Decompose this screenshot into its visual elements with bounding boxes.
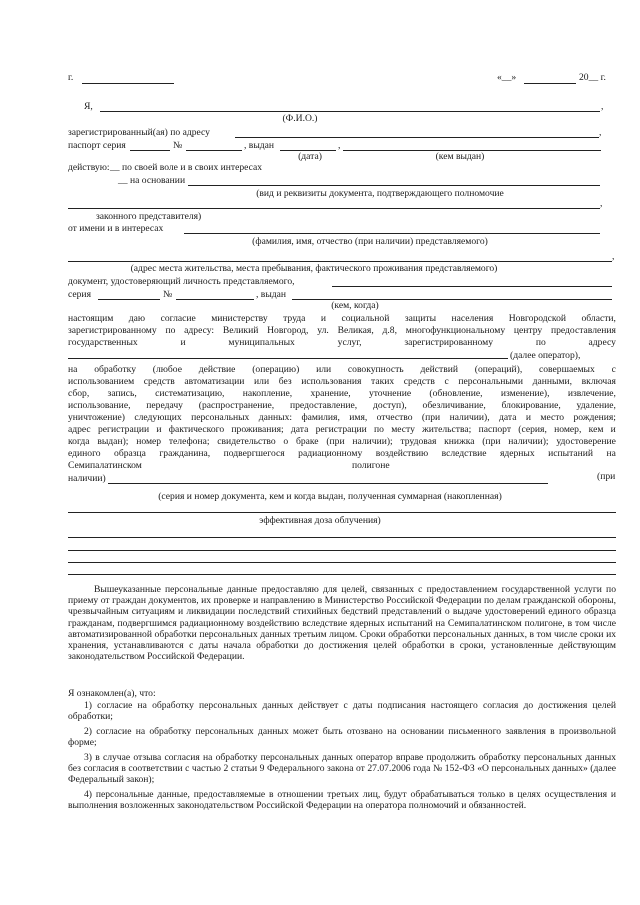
word: свидетельство — [217, 436, 276, 447]
consent-line-1 — [68, 313, 616, 324]
consent-line-9 — [68, 412, 616, 423]
date-month-field[interactable] — [524, 83, 576, 84]
word: муниципальных — [228, 337, 295, 348]
word: следующих — [134, 412, 182, 423]
identity-number-field[interactable] — [176, 299, 254, 300]
dose-field-1[interactable] — [108, 483, 548, 484]
word: телефона; — [168, 436, 210, 447]
word: адрес — [68, 424, 91, 435]
word: хранение, — [310, 388, 351, 399]
legal-rep-caption: законного представителя) — [96, 211, 202, 222]
word: испытаний — [548, 448, 594, 459]
passport-issuer-caption: (кем выдан) — [435, 151, 485, 162]
word: персональными — [458, 376, 523, 387]
word: совокупность — [347, 364, 404, 375]
word: населения — [451, 313, 494, 324]
word: Великий — [222, 325, 259, 336]
word: удаление, — [576, 400, 616, 411]
word: кем — [588, 424, 604, 435]
identity-number-sign: № — [163, 289, 173, 300]
date-year-label: 20__ г. — [579, 72, 606, 83]
word: накопление, — [242, 388, 293, 399]
date-day-label: «__» — [497, 72, 517, 83]
word: средств — [143, 376, 175, 387]
on-basis-option[interactable]: __ на основании — [118, 175, 186, 186]
acknowledge-item-1: 1) согласие на обработку персональных данных действует с даты подписания настоящего согласия до достижения целей обработки; — [68, 700, 616, 723]
word: сбор, — [68, 388, 90, 399]
fio-field[interactable] — [100, 111, 600, 112]
word: включая — [581, 376, 616, 387]
word: рождения; — [573, 412, 616, 423]
word: области, — [581, 313, 616, 324]
passport-series-field[interactable] — [130, 150, 170, 151]
word: фамилия, — [301, 412, 340, 423]
word: запись, — [107, 388, 137, 399]
consent-line-11 — [68, 436, 616, 447]
word: месту — [391, 424, 415, 435]
dose-field-4[interactable] — [68, 550, 616, 551]
word: настоящим — [68, 313, 114, 324]
word: с — [611, 364, 616, 375]
word: (при — [421, 412, 441, 423]
word: изменение), — [500, 388, 550, 399]
word: ул. — [317, 325, 329, 336]
word: адресу — [588, 337, 616, 348]
acknowledge-item-2: 2) согласие на обработку персональных данных может быть отозвано на основании письменного заявления в произвольной форме; — [68, 726, 616, 749]
word: о — [283, 436, 289, 447]
word: номер — [136, 436, 162, 447]
word: когда — [68, 436, 90, 447]
word: передачу — [146, 400, 183, 411]
word: (операций), — [474, 364, 523, 375]
word: уточнение — [368, 388, 412, 399]
consent-line-13-right: (при — [597, 471, 616, 482]
registered-label: зарегистрированный(ая) по адресу — [68, 127, 210, 138]
word: многофункциональному — [405, 325, 506, 336]
word: использованием — [68, 376, 135, 387]
ya-label: Я, — [84, 101, 93, 112]
identity-series-field[interactable] — [98, 299, 160, 300]
acknowledged-label: Я ознакомлен(а), что: — [68, 688, 156, 699]
word: (распространение, — [198, 400, 275, 411]
represented-name-field[interactable] — [184, 233, 600, 234]
consent-line-2 — [68, 325, 616, 336]
word: ядерных — [499, 448, 535, 459]
word: наличии), — [449, 412, 490, 423]
word: радиационному — [298, 448, 363, 459]
consent-line-13-mid: полигоне — [352, 460, 390, 471]
acting-label: действую: — [68, 162, 110, 173]
word: и — [610, 424, 616, 435]
passport-series-label: паспорт серия — [68, 140, 126, 151]
word: или — [254, 376, 270, 387]
word: (при — [326, 436, 345, 447]
word: социальной — [341, 313, 390, 324]
represented-address-field[interactable] — [68, 261, 612, 262]
word: номер, — [554, 424, 582, 435]
word: на — [606, 448, 616, 459]
basis-document-caption: (вид и реквизиты документа, подтверждающего полномочие — [256, 188, 504, 199]
word: таких — [371, 376, 395, 387]
word: жительства; — [422, 424, 472, 435]
identity-doc-label: документ, удостоверяющий личность представляемого, — [68, 276, 295, 287]
represented-name-caption: (фамилия, имя, отчество (при наличии) представляемого) — [252, 236, 488, 247]
identity-doc-field[interactable] — [332, 286, 612, 287]
registered-address-field[interactable] — [235, 137, 599, 138]
basis-comma: , — [600, 198, 603, 209]
dose-field-5[interactable] — [68, 562, 616, 563]
word: (операцию) — [252, 364, 300, 375]
word: систематизацию, — [155, 388, 225, 399]
word: труда — [283, 313, 306, 324]
word: подвергшегося — [223, 448, 285, 459]
passport-date-caption: (дата) — [298, 151, 322, 162]
dose-field-6[interactable] — [68, 574, 616, 575]
word: (серия, — [518, 424, 547, 435]
passport-number-sign: № — [173, 140, 183, 151]
word: и — [525, 412, 532, 423]
passport-number-field[interactable] — [186, 150, 242, 151]
word: наличии); — [508, 436, 549, 447]
consent-line-5 — [68, 364, 616, 375]
word: по — [374, 424, 384, 435]
word: предоставление, — [290, 400, 358, 411]
word: обезличивание, — [422, 400, 486, 411]
word: паспорт — [478, 424, 512, 435]
consent-line-13-left: Семипалатинском — [68, 460, 142, 471]
identity-issuer-caption: (кем, когда) — [331, 300, 379, 311]
word: образца — [114, 448, 146, 459]
word: адресу: — [184, 325, 215, 336]
represented-address-comma: , — [612, 251, 615, 262]
word: центру — [513, 325, 543, 336]
city-field[interactable] — [82, 83, 174, 84]
word: воздействию — [375, 448, 429, 459]
word: предоставления — [550, 325, 616, 336]
word: блокирование, — [501, 400, 561, 411]
word: совершаемых — [539, 364, 595, 375]
word: или — [316, 364, 332, 375]
word: Новгород, — [267, 325, 309, 336]
word: защиты — [404, 313, 437, 324]
identity-issued-label: , выдан — [256, 289, 287, 300]
word: фактического — [168, 424, 225, 435]
word: (обновление, — [429, 388, 483, 399]
word: извлечение, — [567, 388, 616, 399]
fio-caption: (Ф.И.О.) — [282, 113, 318, 124]
word: отчество — [376, 412, 413, 423]
dose-caption-2: эффективная доза облучения) — [259, 515, 381, 526]
word: (при — [482, 436, 501, 447]
word: данных: — [258, 412, 293, 423]
dose-field-2[interactable] — [68, 512, 616, 513]
consent-line-3 — [68, 337, 616, 348]
purpose-paragraph: Вышеуказанные персональные данные предоставляю для целей, связанных с предоставлением государственной услуги по приему от граждан документов, их проверке и направлению в Министерство Российской Федерации по делам гражданской обороны, чрезвычайным ситуациям и ликвидации последствий стихийных бедствий представлений о выдаче удостоверений единого образца гражданам, подвергшимся радиационному воздействию вследствие ядерных испытаний на Семипалатинском полигоне, в том числе автоматизированной обработки персональных данных третьим лицом. Сроки обработки персональных данных, в том числе сроки их хранения, устанавливаются с даты начала обработки до достижения целей обработки в сроки, установленные действующим законодательством Российской Федерации. — [68, 584, 616, 663]
word: д.8, — [382, 325, 397, 336]
word: место — [540, 412, 565, 423]
word: гражданина, — [159, 448, 211, 459]
word: вследствие — [441, 448, 487, 459]
word: выдан); — [97, 436, 129, 447]
word: книжка — [444, 436, 475, 447]
word: удостоверение — [556, 436, 616, 447]
fio-comma: , — [601, 101, 604, 112]
word: и — [180, 337, 186, 348]
word: дата — [499, 412, 517, 423]
acknowledge-item-4: 4) персональные данные, предоставляемые в отношении третьих лиц, будут обрабатываться только в целях осуществления и выполнения возложенных законодательством Российской Федерации на оператора полномочий и обязанностей. — [68, 789, 616, 812]
word: и — [156, 424, 162, 435]
consent-line-7 — [68, 388, 616, 399]
consent-line-8 — [68, 400, 616, 411]
registered-comma: , — [599, 127, 602, 138]
word: действий — [420, 364, 458, 375]
word: уничтожение) — [68, 412, 125, 423]
basis-document-field-2[interactable] — [68, 208, 600, 209]
word: по — [535, 337, 546, 348]
dose-caption-1: (серия и номер документа, кем и когда выдан, полученная суммарная (накопленная) — [158, 491, 502, 502]
word: персональных — [191, 412, 250, 423]
word: регистрации — [315, 424, 367, 435]
dose-field-3[interactable] — [68, 537, 616, 538]
word: услуг, — [337, 337, 362, 348]
word: Великая, — [337, 325, 374, 336]
word: и — [320, 313, 327, 324]
word: согласие — [160, 313, 196, 324]
word: использования — [301, 376, 362, 387]
city-label: г. — [68, 72, 74, 83]
word: по — [165, 325, 176, 336]
identity-series-label: серия — [68, 289, 91, 300]
word: трудовая — [400, 436, 437, 447]
word: даю — [128, 313, 146, 324]
word: Новгородской — [508, 313, 567, 324]
word: дата — [290, 424, 309, 435]
word: без — [278, 376, 292, 387]
word: на — [68, 364, 78, 375]
consent-line-12 — [68, 448, 616, 459]
word: регистрации — [97, 424, 150, 435]
word: государственных — [68, 337, 138, 348]
word: данными, — [532, 376, 573, 387]
word: имя, — [349, 412, 368, 423]
own-will-option[interactable]: __ по своей воле и в своих интересах — [110, 162, 263, 173]
word: браке — [295, 436, 319, 447]
acknowledge-item-3: 3) в случае отзыва согласия на обработку персональных данных оператор вправе продолжить обработку персональных данных без согласия в соответствии с частью 2 статьи 9 Федерального закона от 27.07.2006 года № 152-ФЗ «О персональных данных» (далее Федеральный закон); — [68, 752, 616, 786]
word: действие — [198, 364, 236, 375]
word: зарегистрированному — [68, 325, 157, 336]
word: (любое — [152, 364, 182, 375]
word: средств — [403, 376, 435, 387]
on-behalf-label: от имени и в интересах — [68, 223, 164, 234]
word: наличии); — [352, 436, 393, 447]
word: использование, — [68, 400, 131, 411]
word: проживания; — [231, 424, 284, 435]
consent-line-6 — [68, 376, 616, 387]
word: министерству — [211, 313, 268, 324]
basis-document-field[interactable] — [188, 185, 600, 186]
word: обработку — [94, 364, 136, 375]
passport-issued-label: , выдан — [244, 140, 275, 151]
word: единого — [68, 448, 101, 459]
word: доступ), — [372, 400, 407, 411]
word: с — [444, 376, 449, 387]
operator-address-field[interactable] — [68, 358, 508, 359]
consent-line-14: наличии) — [68, 473, 106, 484]
consent-line-10 — [68, 424, 616, 435]
word: зарегистрированному — [404, 337, 494, 348]
word: автоматизации — [184, 376, 245, 387]
passport-issued-comma: , — [338, 140, 341, 151]
represented-address-caption: (адрес места жительства, места пребывания, фактического проживания представляемого) — [130, 263, 498, 274]
operator-tail: (далее оператор), — [510, 350, 581, 361]
